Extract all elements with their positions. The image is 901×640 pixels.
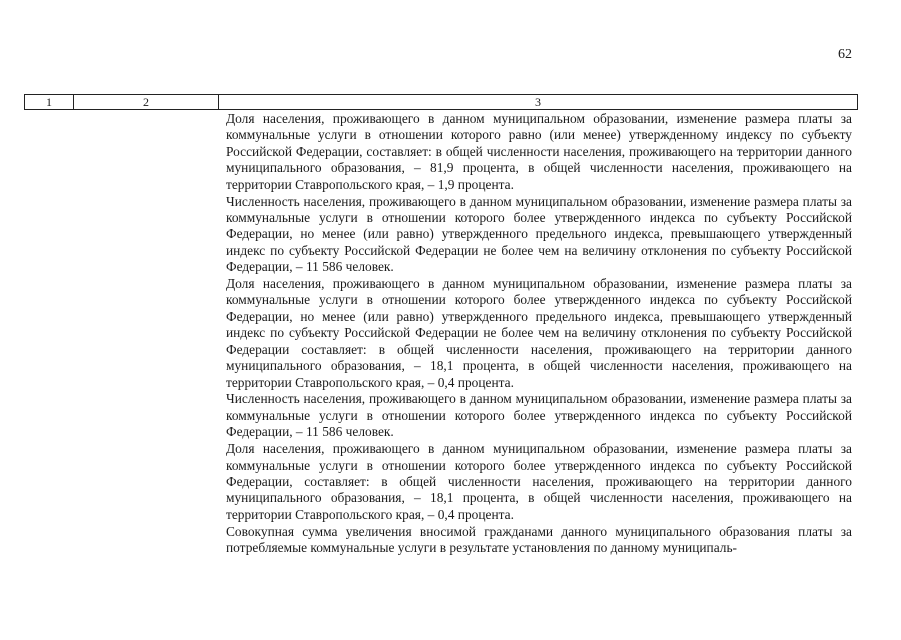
page-number: 62 <box>838 47 852 62</box>
table-header-row <box>24 94 858 110</box>
paragraph: Доля населения, проживающего в данном муниципальном образовании, изменение размера платы за коммунальные услуги в отношении которого более утвержденного индекса по субъекту Российской Федерации, но менее (или равно) утвержденного предельного индекса, превышающего утвержденный индекс по субъекту Российской Федерации не более чем на величину отклонения по субъекту Российской Федерации составляет: в общей численности населения, проживающего на территории данного муниципального образования, – 18,1 процента, в общей численности населения, проживающего на территории Ставропольского края, – 0,4 процента. <box>226 276 852 390</box>
column-number-1: 1 <box>25 95 74 109</box>
column-number-2: 2 <box>74 95 219 109</box>
paragraph: Доля населения, проживающего в данном муниципальном образовании, изменение размера платы за коммунальные услуги в отношении которого более утвержденного индекса по субъекту Российской Федерации, составляет: в общей численности населения, проживающего на территории данного муниципального образования, – 18,1 процента, в общей численности населения, проживающего на территории Ставропольского края, – 0,4 процента. <box>226 441 852 522</box>
paragraph: Доля населения, проживающего в данном муниципальном образовании, изменение размера платы за коммунальные услуги в отношении которого равно (или менее) утвержденному индексу по субъекту Российской Федерации, составляет: в общей численности населения, проживающего на территории данного муниципального образования, – 81,9 процента, в общей численности населения, проживающего на территории Ставропольского края, – 1,9 процента. <box>226 111 852 192</box>
paragraph: Численность населения, проживающего в данном муниципальном образовании, изменение размера платы за коммунальные услуги в отношении которого более утвержденного индекса по субъекту Российской Федерации, но менее (или равно) утвержденного предельного индекса, превышающего утвержденный индекс по субъекту Российской Федерации не более чем на величину отклонения по субъекту Российской Федерации, – 11 586 человек. <box>226 193 852 275</box>
paragraph: Совокупная сумма увеличения вносимой гражданами данного муниципального образования платы за потребляемые коммунальные услуги в результате установления по данному муниципаль- <box>226 523 852 556</box>
paragraph: Численность населения, проживающего в данном муниципальном образовании, изменение размера платы за коммунальные услуги в отношении которого более утвержденного индекса по субъекту Российской Федерации, – 11 586 человек. <box>226 391 852 440</box>
column-number-3: 3 <box>535 95 541 109</box>
document-body <box>226 111 852 557</box>
